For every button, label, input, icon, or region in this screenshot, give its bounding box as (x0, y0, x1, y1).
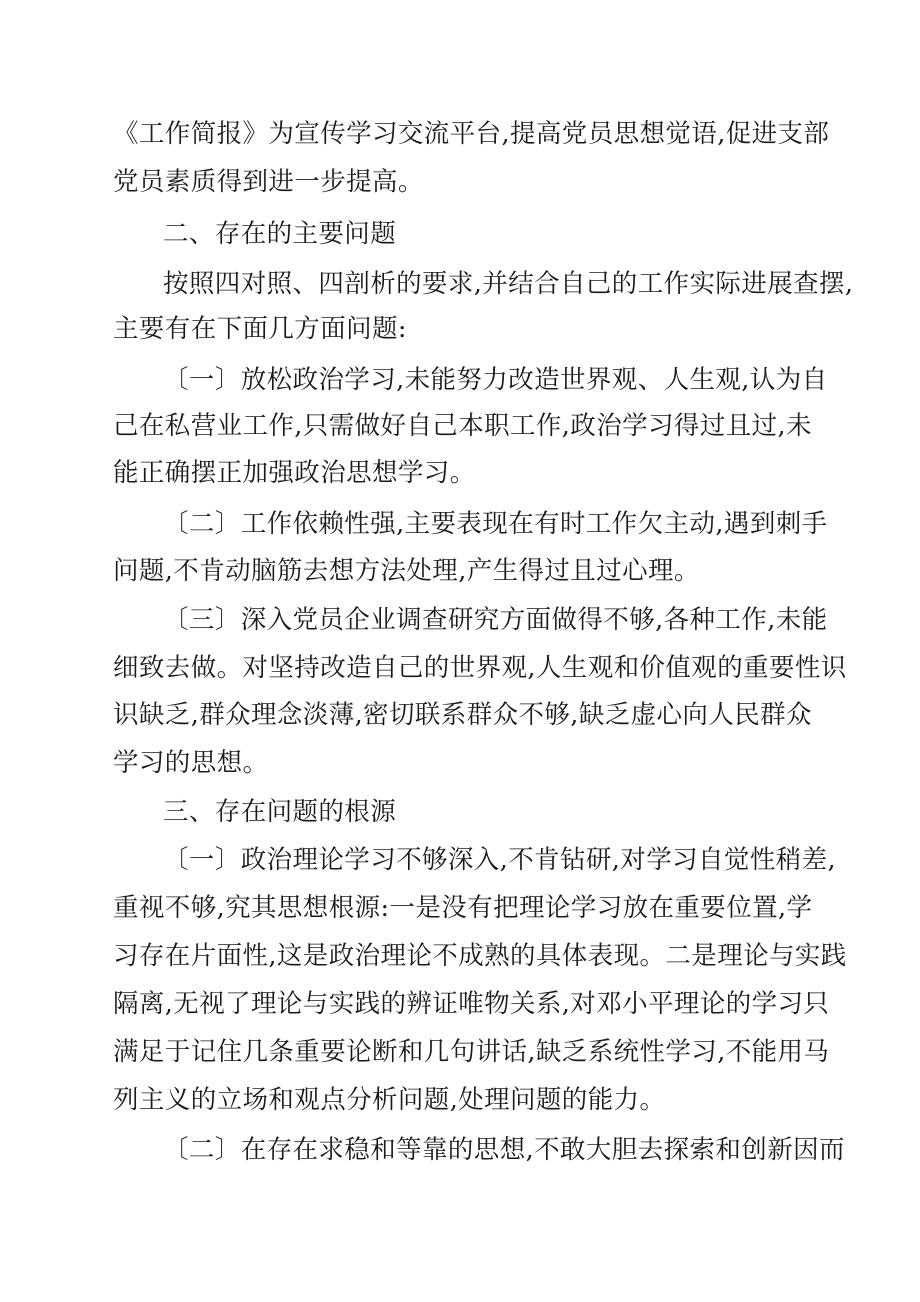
text-line: 习存在片面性,这是政治理论不成熟的具体表现。二是理论与实践 (113, 941, 847, 971)
section-heading: 二、存在的主要问题 (163, 219, 397, 249)
text-line: 识缺乏,群众理念淡薄,密切联系群众不够,缺乏虚心向人民群众 (113, 700, 812, 730)
text-line: 列主义的立场和观点分析问题,处理问题的能力。 (113, 1085, 666, 1115)
section-heading: 三、存在问题的根源 (163, 797, 397, 827)
text-line: 党员素质得到进一步提高。 (113, 167, 424, 197)
text-line: 〔一〕放松政治学习,未能努力改造世界观、人生观,认为自 (163, 365, 828, 395)
text-line: 问题,不肯动脑筋去想方法处理,产生得过且过心理。 (113, 556, 700, 586)
text-line: 能正确摆正加强政治思想学习。 (113, 458, 476, 488)
text-line: 细致去做。对坚持改造自己的世界观,人生观和价值观的重要性识 (113, 653, 847, 683)
text-line: 〔二〕工作依赖性强,主要表现在有时工作欠主动,遇到刺手 (163, 509, 828, 539)
text-line: 隔离,无视了理论与实践的辨证唯物关系,对邓小平理论的学习只 (113, 989, 830, 1019)
text-line: 〔二〕在存在求稳和等靠的思想,不敢大胆去探索和创新因而 (163, 1135, 845, 1165)
text-line: 满足于记住几条重要论断和几句讲话,缺乏系统性学习,不能用马 (113, 1037, 830, 1067)
text-line: 学习的思想。 (113, 748, 269, 778)
text-line: 《工作简报》为宣传学习交流平台,提高党员思想觉语,促进支部 (113, 119, 830, 149)
text-line: 主要有在下面几方面问题: (113, 314, 407, 344)
text-line: 按照四对照、四剖析的要求,并结合自己的工作实际进展查摆, (163, 269, 854, 299)
text-line: 〔一〕政治理论学习不够深入,不肯钻研,对学习自觉性稍差, (163, 845, 837, 875)
text-line: 己在私营业工作,只需做好自己本职工作,政治学习得过且过,未 (113, 411, 812, 441)
text-line: 重视不够,究其思想根源:一是没有把理论学习放在重要位置,学 (113, 893, 813, 923)
text-line: 〔三〕深入党员企业调查研究方面做得不够,各种工作,未能 (163, 605, 828, 635)
